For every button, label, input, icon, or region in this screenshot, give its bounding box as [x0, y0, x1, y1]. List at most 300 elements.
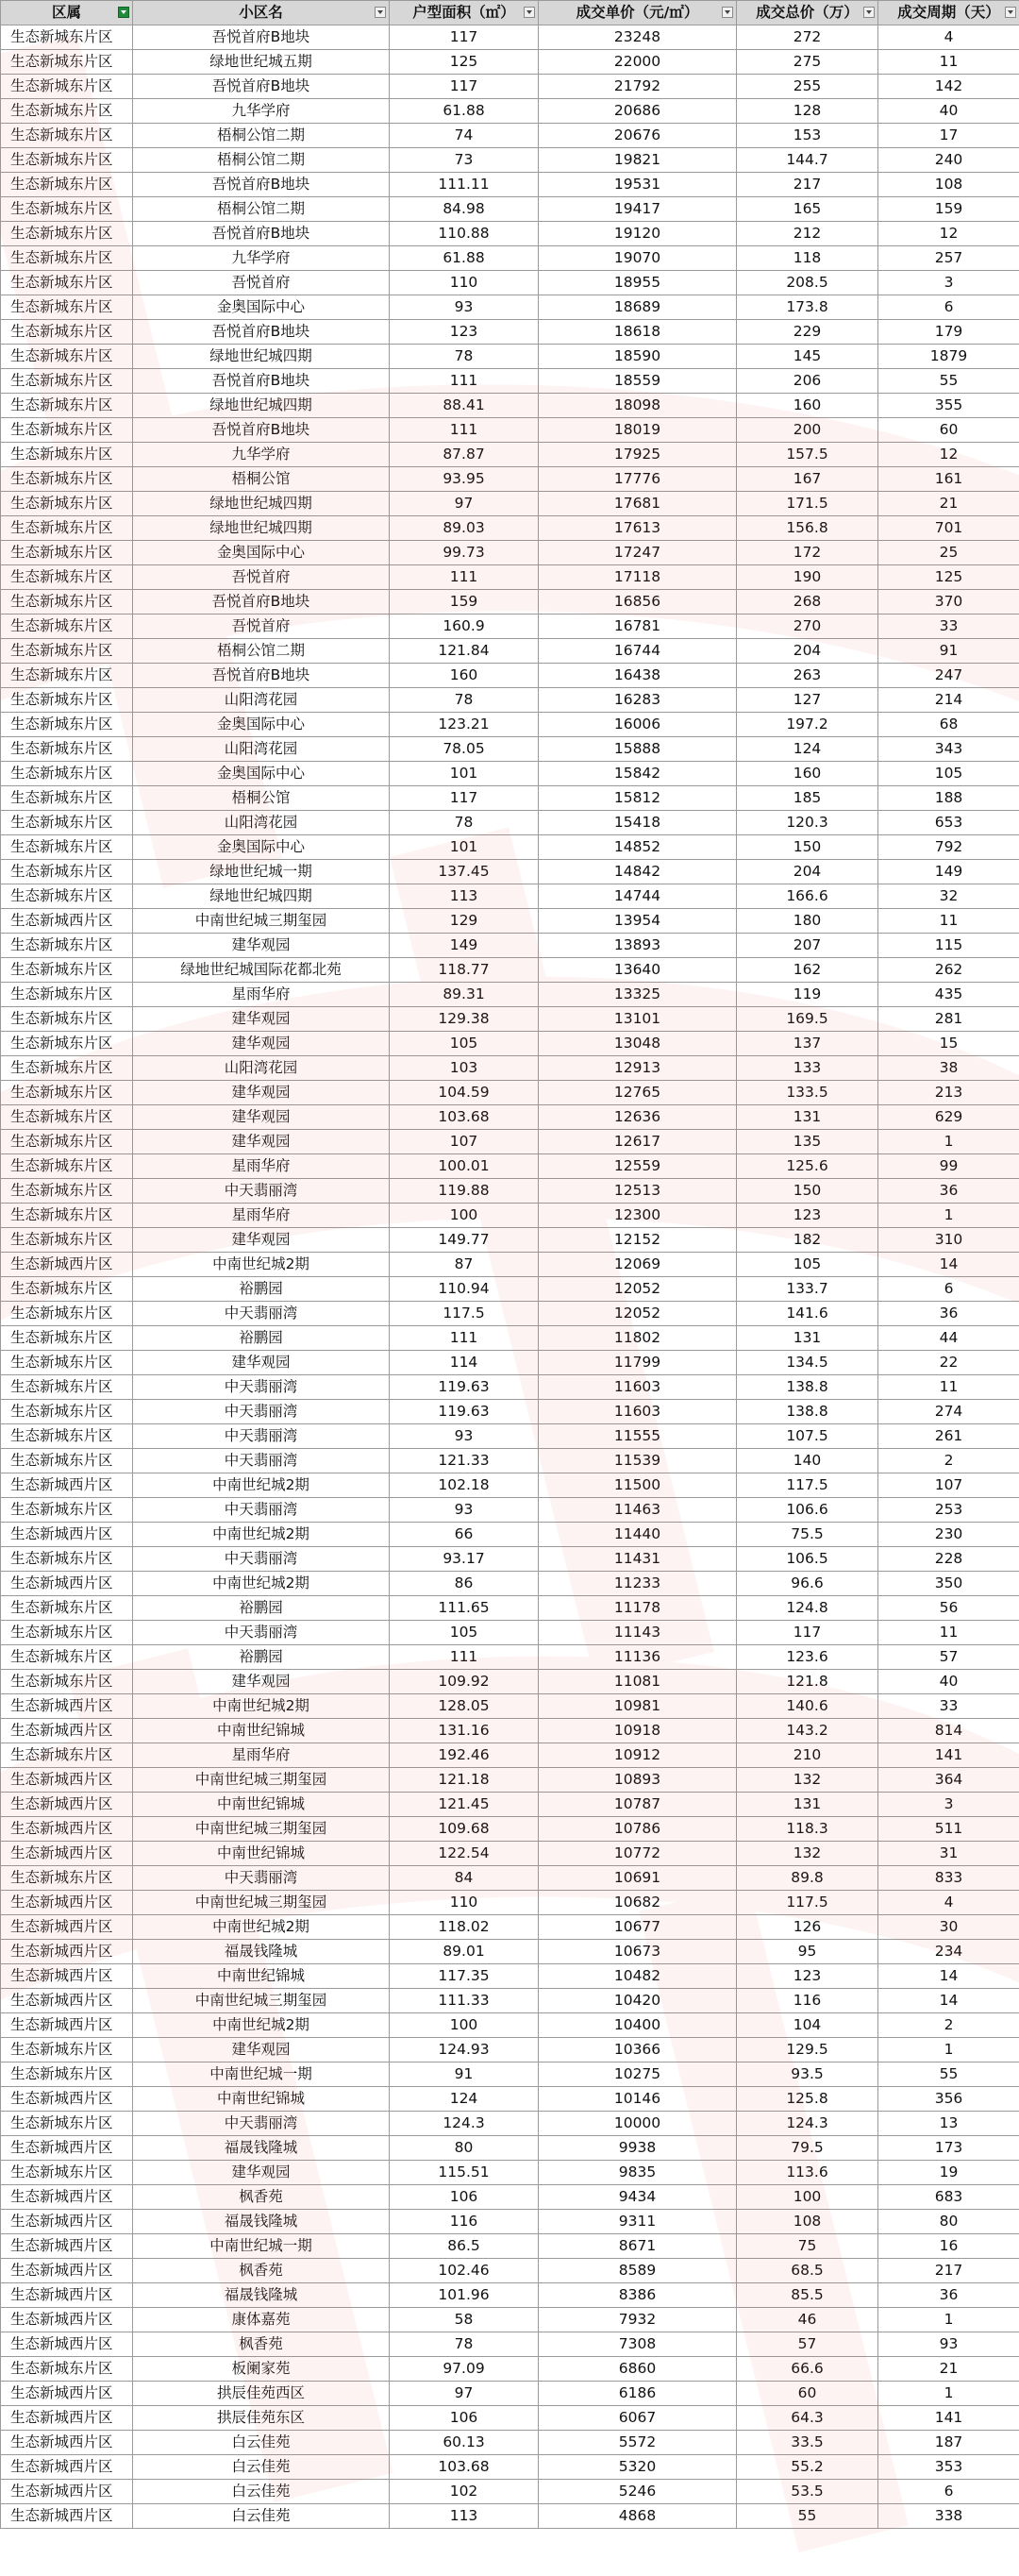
cell-total-price[interactable]: 140 [737, 1449, 878, 1473]
cell-district[interactable]: 生态新城西片区 [1, 1817, 133, 1842]
cell-district[interactable]: 生态新城西片区 [1, 2308, 133, 2332]
cell-unit-price[interactable]: 12052 [539, 1302, 737, 1326]
cell-district[interactable]: 生态新城西片区 [1, 1694, 133, 1719]
cell-total-price[interactable]: 206 [737, 369, 878, 394]
cell-district[interactable]: 生态新城东片区 [1, 1007, 133, 1032]
cell-unit-price[interactable]: 5320 [539, 2455, 737, 2480]
cell-community[interactable]: 拱辰佳苑东区 [133, 2406, 390, 2431]
cell-district[interactable]: 生态新城东片区 [1, 884, 133, 909]
cell-total-price[interactable]: 124.3 [737, 2112, 878, 2136]
cell-cycle[interactable]: 281 [878, 1007, 1019, 1032]
cell-area[interactable]: 111.11 [390, 173, 539, 197]
cell-unit-price[interactable]: 21792 [539, 75, 737, 99]
cell-cycle[interactable]: 683 [878, 2185, 1019, 2210]
cell-unit-price[interactable]: 10146 [539, 2087, 737, 2112]
cell-unit-price[interactable]: 6067 [539, 2406, 737, 2431]
cell-community[interactable]: 吾悦首府 [133, 565, 390, 590]
cell-community[interactable]: 中南世纪锦城 [133, 2087, 390, 2112]
cell-cycle[interactable]: 99 [878, 1154, 1019, 1179]
cell-community[interactable]: 星雨华府 [133, 983, 390, 1007]
cell-district[interactable]: 生态新城东片区 [1, 934, 133, 958]
cell-area[interactable]: 78 [390, 2332, 539, 2357]
cell-community[interactable]: 福晟钱隆城 [133, 1940, 390, 1964]
header-area[interactable] [390, 1, 539, 25]
cell-unit-price[interactable]: 19531 [539, 173, 737, 197]
cell-community[interactable]: 吾悦首府B地块 [133, 25, 390, 50]
cell-cycle[interactable]: 13 [878, 2112, 1019, 2136]
cell-total-price[interactable]: 55 [737, 2504, 878, 2529]
cell-area[interactable]: 97.09 [390, 2357, 539, 2382]
cell-area[interactable]: 121.18 [390, 1768, 539, 1793]
cell-unit-price[interactable]: 9835 [539, 2161, 737, 2185]
cell-total-price[interactable]: 153 [737, 124, 878, 148]
cell-unit-price[interactable]: 11603 [539, 1400, 737, 1424]
cell-total-price[interactable]: 66.6 [737, 2357, 878, 2382]
cell-cycle[interactable]: 93 [878, 2332, 1019, 2357]
cell-unit-price[interactable]: 9938 [539, 2136, 737, 2161]
cell-district[interactable]: 生态新城东片区 [1, 320, 133, 345]
cell-community[interactable]: 绿地世纪城四期 [133, 516, 390, 541]
cell-area[interactable]: 111 [390, 1326, 539, 1351]
cell-cycle[interactable]: 3 [878, 271, 1019, 295]
cell-area[interactable]: 115.51 [390, 2161, 539, 2185]
cell-cycle[interactable]: 33 [878, 615, 1019, 639]
cell-cycle[interactable]: 17 [878, 124, 1019, 148]
cell-district[interactable]: 生态新城西片区 [1, 2406, 133, 2431]
cell-area[interactable]: 103 [390, 1056, 539, 1081]
cell-unit-price[interactable]: 14744 [539, 884, 737, 909]
cell-unit-price[interactable]: 18559 [539, 369, 737, 394]
filter-dropdown-icon[interactable] [524, 7, 535, 18]
cell-unit-price[interactable]: 11799 [539, 1351, 737, 1375]
cell-district[interactable]: 生态新城西片区 [1, 2504, 133, 2529]
cell-area[interactable]: 113 [390, 884, 539, 909]
cell-cycle[interactable]: 1879 [878, 345, 1019, 369]
cell-community[interactable]: 吾悦首府B地块 [133, 222, 390, 246]
cell-cycle[interactable]: 274 [878, 1400, 1019, 1424]
cell-community[interactable]: 裕鹏园 [133, 1596, 390, 1621]
cell-cycle[interactable]: 833 [878, 1866, 1019, 1891]
cell-unit-price[interactable]: 10677 [539, 1915, 737, 1940]
cell-community[interactable]: 中南世纪城2期 [133, 1915, 390, 1940]
cell-cycle[interactable]: 55 [878, 2062, 1019, 2087]
cell-total-price[interactable]: 150 [737, 1179, 878, 1204]
cell-cycle[interactable]: 14 [878, 1964, 1019, 1989]
cell-total-price[interactable]: 133 [737, 1056, 878, 1081]
cell-area[interactable]: 101 [390, 835, 539, 860]
cell-area[interactable]: 121.45 [390, 1793, 539, 1817]
filter-dropdown-icon[interactable] [863, 7, 875, 18]
cell-total-price[interactable]: 275 [737, 50, 878, 75]
cell-unit-price[interactable]: 10691 [539, 1866, 737, 1891]
cell-area[interactable]: 89.01 [390, 1940, 539, 1964]
cell-unit-price[interactable]: 6860 [539, 2357, 737, 2382]
cell-district[interactable]: 生态新城东片区 [1, 541, 133, 565]
cell-cycle[interactable]: 44 [878, 1326, 1019, 1351]
cell-unit-price[interactable]: 16744 [539, 639, 737, 664]
cell-area[interactable]: 93.17 [390, 1547, 539, 1572]
cell-area[interactable]: 121.33 [390, 1449, 539, 1473]
cell-unit-price[interactable]: 13101 [539, 1007, 737, 1032]
cell-total-price[interactable]: 108 [737, 2210, 878, 2234]
cell-district[interactable]: 生态新城东片区 [1, 345, 133, 369]
cell-community[interactable]: 梧桐公馆二期 [133, 197, 390, 222]
cell-area[interactable]: 93 [390, 1498, 539, 1523]
cell-district[interactable]: 生态新城东片区 [1, 983, 133, 1007]
cell-area[interactable]: 58 [390, 2308, 539, 2332]
cell-area[interactable]: 124.93 [390, 2038, 539, 2062]
cell-area[interactable]: 116 [390, 2210, 539, 2234]
cell-total-price[interactable]: 160 [737, 394, 878, 418]
cell-area[interactable]: 103.68 [390, 2455, 539, 2480]
cell-unit-price[interactable]: 10275 [539, 2062, 737, 2087]
cell-cycle[interactable]: 108 [878, 173, 1019, 197]
cell-community[interactable]: 吾悦首府B地块 [133, 590, 390, 615]
cell-total-price[interactable]: 162 [737, 958, 878, 983]
cell-community[interactable]: 建华观园 [133, 1105, 390, 1130]
cell-community[interactable]: 中南世纪城2期 [133, 2013, 390, 2038]
cell-district[interactable]: 生态新城东片区 [1, 222, 133, 246]
cell-cycle[interactable]: 247 [878, 664, 1019, 688]
cell-district[interactable]: 生态新城东片区 [1, 173, 133, 197]
cell-district[interactable]: 生态新城西片区 [1, 1572, 133, 1596]
cell-total-price[interactable]: 124 [737, 737, 878, 762]
cell-unit-price[interactable]: 12513 [539, 1179, 737, 1204]
cell-area[interactable]: 87 [390, 1253, 539, 1277]
cell-cycle[interactable]: 11 [878, 1375, 1019, 1400]
cell-cycle[interactable]: 262 [878, 958, 1019, 983]
cell-total-price[interactable]: 133.5 [737, 1081, 878, 1105]
cell-unit-price[interactable]: 12152 [539, 1228, 737, 1253]
cell-area[interactable]: 99.73 [390, 541, 539, 565]
cell-district[interactable]: 生态新城东片区 [1, 1449, 133, 1473]
cell-cycle[interactable]: 21 [878, 492, 1019, 516]
cell-district[interactable]: 生态新城西片区 [1, 1253, 133, 1277]
cell-total-price[interactable]: 268 [737, 590, 878, 615]
cell-cycle[interactable]: 16 [878, 2234, 1019, 2259]
cell-total-price[interactable]: 123.6 [737, 1645, 878, 1670]
cell-unit-price[interactable]: 13640 [539, 958, 737, 983]
cell-community[interactable]: 中南世纪锦城 [133, 1842, 390, 1866]
cell-district[interactable]: 生态新城东片区 [1, 492, 133, 516]
cell-unit-price[interactable]: 18590 [539, 345, 737, 369]
cell-unit-price[interactable]: 17776 [539, 467, 737, 492]
cell-cycle[interactable]: 214 [878, 688, 1019, 713]
cell-cycle[interactable]: 19 [878, 2161, 1019, 2185]
cell-district[interactable]: 生态新城东片区 [1, 1621, 133, 1645]
cell-area[interactable]: 93 [390, 1424, 539, 1449]
cell-district[interactable]: 生态新城东片区 [1, 25, 133, 50]
cell-community[interactable]: 吾悦首府B地块 [133, 664, 390, 688]
header-unit-price[interactable] [539, 1, 737, 25]
cell-total-price[interactable]: 131 [737, 1105, 878, 1130]
cell-unit-price[interactable]: 18689 [539, 295, 737, 320]
cell-area[interactable]: 131.16 [390, 1719, 539, 1743]
cell-district[interactable]: 生态新城东片区 [1, 124, 133, 148]
cell-area[interactable]: 93.95 [390, 467, 539, 492]
cell-cycle[interactable]: 14 [878, 1253, 1019, 1277]
cell-cycle[interactable]: 217 [878, 2259, 1019, 2283]
cell-total-price[interactable]: 145 [737, 345, 878, 369]
cell-district[interactable]: 生态新城东片区 [1, 860, 133, 884]
cell-unit-price[interactable]: 17247 [539, 541, 737, 565]
cell-cycle[interactable]: 2 [878, 1449, 1019, 1473]
cell-unit-price[interactable]: 10893 [539, 1768, 737, 1793]
cell-unit-price[interactable]: 10912 [539, 1743, 737, 1768]
cell-area[interactable]: 84.98 [390, 197, 539, 222]
cell-total-price[interactable]: 100 [737, 2185, 878, 2210]
cell-district[interactable]: 生态新城东片区 [1, 148, 133, 173]
cell-area[interactable]: 110.94 [390, 1277, 539, 1302]
cell-unit-price[interactable]: 8386 [539, 2283, 737, 2308]
cell-total-price[interactable]: 210 [737, 1743, 878, 1768]
cell-total-price[interactable]: 272 [737, 25, 878, 50]
cell-cycle[interactable]: 21 [878, 2357, 1019, 2382]
cell-district[interactable]: 生态新城东片区 [1, 197, 133, 222]
cell-total-price[interactable]: 55.2 [737, 2455, 878, 2480]
cell-unit-price[interactable]: 20676 [539, 124, 737, 148]
cell-total-price[interactable]: 117.5 [737, 1891, 878, 1915]
cell-community[interactable]: 板阑家苑 [133, 2357, 390, 2382]
cell-area[interactable]: 89.31 [390, 983, 539, 1007]
cell-community[interactable]: 中南世纪城三期玺园 [133, 1989, 390, 2013]
cell-district[interactable]: 生态新城东片区 [1, 615, 133, 639]
cell-area[interactable]: 105 [390, 1032, 539, 1056]
cell-community[interactable]: 星雨华府 [133, 1154, 390, 1179]
cell-district[interactable]: 生态新城东片区 [1, 1130, 133, 1154]
cell-cycle[interactable]: 40 [878, 1670, 1019, 1694]
cell-community[interactable]: 中天翡丽湾 [133, 1179, 390, 1204]
cell-cycle[interactable]: 11 [878, 1621, 1019, 1645]
cell-unit-price[interactable]: 11081 [539, 1670, 737, 1694]
cell-total-price[interactable]: 160 [737, 762, 878, 786]
cell-community[interactable]: 中南世纪城三期玺园 [133, 1891, 390, 1915]
cell-district[interactable]: 生态新城西片区 [1, 2382, 133, 2406]
cell-district[interactable]: 生态新城东片区 [1, 713, 133, 737]
cell-area[interactable]: 101 [390, 762, 539, 786]
cell-cycle[interactable]: 105 [878, 762, 1019, 786]
cell-unit-price[interactable]: 10787 [539, 1793, 737, 1817]
cell-total-price[interactable]: 120.3 [737, 811, 878, 835]
cell-district[interactable]: 生态新城西片区 [1, 1473, 133, 1498]
header-total-price[interactable] [737, 1, 878, 25]
cell-cycle[interactable]: 1 [878, 1130, 1019, 1154]
cell-district[interactable]: 生态新城东片区 [1, 2112, 133, 2136]
cell-cycle[interactable]: 188 [878, 786, 1019, 811]
cell-district[interactable]: 生态新城西片区 [1, 2185, 133, 2210]
cell-total-price[interactable]: 144.7 [737, 148, 878, 173]
cell-area[interactable]: 105 [390, 1621, 539, 1645]
cell-unit-price[interactable]: 5246 [539, 2480, 737, 2504]
cell-community[interactable]: 建华观园 [133, 1081, 390, 1105]
cell-district[interactable]: 生态新城东片区 [1, 1032, 133, 1056]
cell-community[interactable]: 建华观园 [133, 1351, 390, 1375]
cell-unit-price[interactable]: 11463 [539, 1498, 737, 1523]
cell-cycle[interactable]: 435 [878, 983, 1019, 1007]
cell-area[interactable]: 110 [390, 271, 539, 295]
cell-unit-price[interactable]: 11233 [539, 1572, 737, 1596]
cell-total-price[interactable]: 117 [737, 1621, 878, 1645]
cell-community[interactable]: 中南世纪城2期 [133, 1694, 390, 1719]
cell-total-price[interactable]: 131 [737, 1793, 878, 1817]
cell-cycle[interactable]: 31 [878, 1842, 1019, 1866]
cell-area[interactable]: 74 [390, 124, 539, 148]
cell-unit-price[interactable]: 10400 [539, 2013, 737, 2038]
cell-area[interactable]: 61.88 [390, 246, 539, 271]
cell-area[interactable]: 111.65 [390, 1596, 539, 1621]
cell-district[interactable]: 生态新城西片区 [1, 2210, 133, 2234]
cell-area[interactable]: 107 [390, 1130, 539, 1154]
cell-total-price[interactable]: 133.7 [737, 1277, 878, 1302]
cell-community[interactable]: 福晟钱隆城 [133, 2136, 390, 2161]
cell-total-price[interactable]: 118.3 [737, 1817, 878, 1842]
cell-area[interactable]: 160 [390, 664, 539, 688]
cell-community[interactable]: 建华观园 [133, 2161, 390, 2185]
cell-cycle[interactable]: 80 [878, 2210, 1019, 2234]
cell-district[interactable]: 生态新城西片区 [1, 1989, 133, 2013]
cell-total-price[interactable]: 138.8 [737, 1400, 878, 1424]
cell-cycle[interactable]: 511 [878, 1817, 1019, 1842]
cell-cycle[interactable]: 141 [878, 1743, 1019, 1768]
cell-community[interactable]: 中南世纪锦城 [133, 1793, 390, 1817]
cell-unit-price[interactable]: 12559 [539, 1154, 737, 1179]
cell-community[interactable]: 绿地世纪城四期 [133, 345, 390, 369]
cell-area[interactable]: 106 [390, 2406, 539, 2431]
cell-community[interactable]: 吾悦首府B地块 [133, 418, 390, 443]
cell-district[interactable]: 生态新城东片区 [1, 1400, 133, 1424]
cell-area[interactable]: 106 [390, 2185, 539, 2210]
cell-district[interactable]: 生态新城东片区 [1, 1670, 133, 1694]
cell-cycle[interactable]: 1 [878, 1204, 1019, 1228]
cell-community[interactable]: 梧桐公馆 [133, 467, 390, 492]
cell-total-price[interactable]: 190 [737, 565, 878, 590]
cell-area[interactable]: 117.35 [390, 1964, 539, 1989]
cell-district[interactable]: 生态新城东片区 [1, 1204, 133, 1228]
cell-area[interactable]: 101.96 [390, 2283, 539, 2308]
cell-unit-price[interactable]: 7932 [539, 2308, 737, 2332]
cell-cycle[interactable]: 38 [878, 1056, 1019, 1081]
cell-unit-price[interactable]: 11500 [539, 1473, 737, 1498]
cell-community[interactable]: 绿地世纪城四期 [133, 394, 390, 418]
cell-cycle[interactable]: 338 [878, 2504, 1019, 2529]
cell-total-price[interactable]: 207 [737, 934, 878, 958]
cell-area[interactable]: 111 [390, 369, 539, 394]
cell-community[interactable]: 梧桐公馆二期 [133, 124, 390, 148]
cell-unit-price[interactable]: 11603 [539, 1375, 737, 1400]
cell-cycle[interactable]: 60 [878, 418, 1019, 443]
cell-community[interactable]: 中南世纪城2期 [133, 1572, 390, 1596]
cell-district[interactable]: 生态新城东片区 [1, 1351, 133, 1375]
cell-district[interactable]: 生态新城东片区 [1, 2062, 133, 2087]
cell-total-price[interactable]: 173.8 [737, 295, 878, 320]
cell-total-price[interactable]: 204 [737, 860, 878, 884]
cell-community[interactable]: 星雨华府 [133, 1743, 390, 1768]
cell-community[interactable]: 建华观园 [133, 1007, 390, 1032]
cell-area[interactable]: 159 [390, 590, 539, 615]
cell-unit-price[interactable]: 12636 [539, 1105, 737, 1130]
cell-district[interactable]: 生态新城东片区 [1, 2357, 133, 2382]
cell-cycle[interactable]: 1 [878, 2308, 1019, 2332]
cell-community[interactable]: 中南世纪城2期 [133, 1523, 390, 1547]
cell-total-price[interactable]: 64.3 [737, 2406, 878, 2431]
cell-community[interactable]: 中天翡丽湾 [133, 2112, 390, 2136]
cell-district[interactable]: 生态新城东片区 [1, 443, 133, 467]
cell-community[interactable]: 拱辰佳苑西区 [133, 2382, 390, 2406]
cell-cycle[interactable]: 653 [878, 811, 1019, 835]
cell-unit-price[interactable]: 18618 [539, 320, 737, 345]
cell-total-price[interactable]: 138.8 [737, 1375, 878, 1400]
cell-cycle[interactable]: 6 [878, 295, 1019, 320]
cell-community[interactable]: 白云佳苑 [133, 2455, 390, 2480]
cell-community[interactable]: 九华学府 [133, 246, 390, 271]
cell-total-price[interactable]: 127 [737, 688, 878, 713]
cell-total-price[interactable]: 217 [737, 173, 878, 197]
cell-unit-price[interactable]: 13954 [539, 909, 737, 934]
cell-total-price[interactable]: 180 [737, 909, 878, 934]
cell-area[interactable]: 97 [390, 492, 539, 516]
cell-total-price[interactable]: 93.5 [737, 2062, 878, 2087]
cell-area[interactable]: 66 [390, 1523, 539, 1547]
cell-cycle[interactable]: 261 [878, 1424, 1019, 1449]
cell-cycle[interactable]: 4 [878, 1891, 1019, 1915]
cell-unit-price[interactable]: 6186 [539, 2382, 737, 2406]
cell-area[interactable]: 78 [390, 811, 539, 835]
cell-total-price[interactable]: 270 [737, 615, 878, 639]
cell-district[interactable]: 生态新城东片区 [1, 762, 133, 786]
filter-active-icon[interactable] [118, 7, 129, 18]
cell-area[interactable]: 118.02 [390, 1915, 539, 1940]
cell-community[interactable]: 建华观园 [133, 2038, 390, 2062]
cell-community[interactable]: 中南世纪城2期 [133, 1473, 390, 1498]
cell-community[interactable]: 福晟钱隆城 [133, 2283, 390, 2308]
cell-district[interactable]: 生态新城东片区 [1, 688, 133, 713]
cell-area[interactable]: 124 [390, 2087, 539, 2112]
cell-community[interactable]: 绿地世纪城四期 [133, 492, 390, 516]
cell-district[interactable]: 生态新城西片区 [1, 1793, 133, 1817]
cell-area[interactable]: 104.59 [390, 1081, 539, 1105]
cell-area[interactable]: 117 [390, 786, 539, 811]
cell-community[interactable]: 建华观园 [133, 1670, 390, 1694]
cell-unit-price[interactable]: 11802 [539, 1326, 737, 1351]
cell-cycle[interactable]: 161 [878, 467, 1019, 492]
cell-unit-price[interactable]: 12069 [539, 1253, 737, 1277]
cell-unit-price[interactable]: 10482 [539, 1964, 737, 1989]
cell-total-price[interactable]: 123 [737, 1204, 878, 1228]
cell-unit-price[interactable]: 12052 [539, 1277, 737, 1302]
cell-district[interactable]: 生态新城东片区 [1, 1375, 133, 1400]
cell-unit-price[interactable]: 13048 [539, 1032, 737, 1056]
cell-unit-price[interactable]: 18955 [539, 271, 737, 295]
cell-area[interactable]: 111 [390, 418, 539, 443]
cell-area[interactable]: 110 [390, 1891, 539, 1915]
cell-cycle[interactable]: 1 [878, 2038, 1019, 2062]
cell-total-price[interactable]: 107.5 [737, 1424, 878, 1449]
cell-community[interactable]: 中南世纪城三期玺园 [133, 1817, 390, 1842]
cell-community[interactable]: 九华学府 [133, 443, 390, 467]
cell-unit-price[interactable]: 23248 [539, 25, 737, 50]
cell-cycle[interactable]: 32 [878, 884, 1019, 909]
cell-cycle[interactable]: 253 [878, 1498, 1019, 1523]
cell-community[interactable]: 吾悦首府B地块 [133, 75, 390, 99]
cell-unit-price[interactable]: 13893 [539, 934, 737, 958]
cell-cycle[interactable]: 6 [878, 1277, 1019, 1302]
cell-area[interactable]: 125 [390, 50, 539, 75]
cell-total-price[interactable]: 165 [737, 197, 878, 222]
cell-cycle[interactable]: 142 [878, 75, 1019, 99]
cell-cycle[interactable]: 12 [878, 222, 1019, 246]
cell-total-price[interactable]: 104 [737, 2013, 878, 2038]
cell-cycle[interactable]: 353 [878, 2455, 1019, 2480]
